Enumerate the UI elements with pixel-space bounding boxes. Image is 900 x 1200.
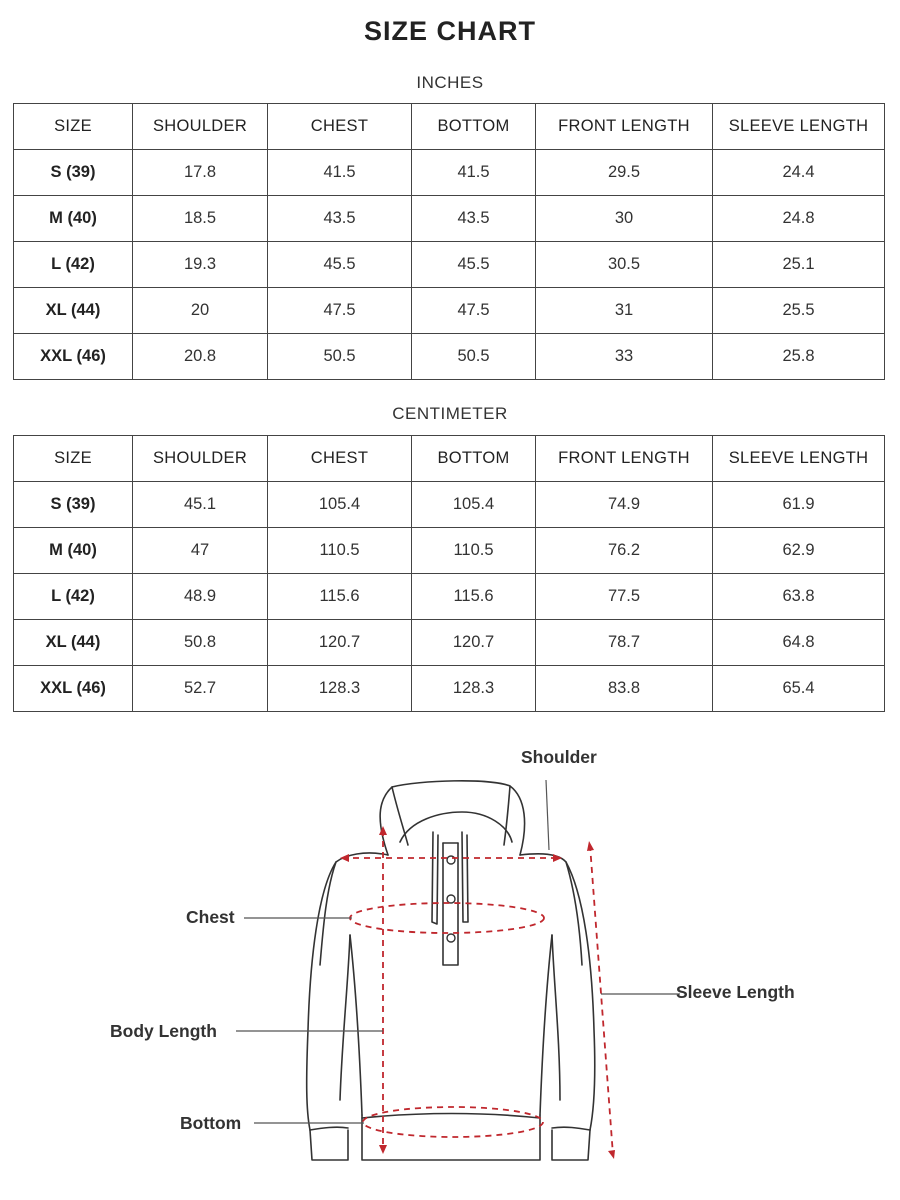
hoodie-measurement-diagram	[0, 740, 900, 1200]
table-cell: 45.5	[412, 242, 536, 288]
body-length-label: Body Length	[110, 1021, 217, 1041]
table-cell: 41.5	[412, 150, 536, 196]
size-cell: M (40)	[14, 196, 133, 242]
table-row	[14, 196, 885, 242]
measurement-lines	[342, 830, 613, 1155]
size-cell: XL (44)	[14, 288, 133, 334]
table-cell: 30	[536, 196, 713, 242]
table-cell: 120.7	[268, 620, 412, 666]
table-row	[14, 666, 885, 712]
table-row	[14, 334, 885, 380]
centimeter-table	[13, 435, 885, 712]
table-row	[14, 482, 885, 528]
column-header: FRONT LENGTH	[536, 436, 713, 482]
table-cell: 61.9	[713, 482, 885, 528]
bottom-label: Bottom	[180, 1113, 242, 1133]
size-cell: XXL (46)	[14, 666, 133, 712]
table-cell: 105.4	[268, 482, 412, 528]
column-header: SLEEVE LENGTH	[713, 104, 885, 150]
chest-label: Chest	[186, 907, 235, 927]
table-row	[14, 288, 885, 334]
column-header: SHOULDER	[133, 436, 268, 482]
inches-label: INCHES	[416, 73, 484, 92]
column-header: SIZE	[14, 104, 133, 150]
column-header: CHEST	[268, 436, 412, 482]
column-header: BOTTOM	[412, 104, 536, 150]
column-header: CHEST	[268, 104, 412, 150]
table-cell: 31	[536, 288, 713, 334]
table-cell: 78.7	[536, 620, 713, 666]
table-cell: 128.3	[268, 666, 412, 712]
table-cell: 33	[536, 334, 713, 380]
table-cell: 43.5	[268, 196, 412, 242]
table-cell: 30.5	[536, 242, 713, 288]
table-row	[14, 528, 885, 574]
table-cell: 29.5	[536, 150, 713, 196]
size-cell: S (39)	[14, 150, 133, 196]
table-cell: 115.6	[412, 574, 536, 620]
table-cell: 64.8	[713, 620, 885, 666]
table-cell: 45.5	[268, 242, 412, 288]
table-cell: 76.2	[536, 528, 713, 574]
table-cell: 18.5	[133, 196, 268, 242]
column-header: SLEEVE LENGTH	[713, 436, 885, 482]
table-cell: 50.8	[133, 620, 268, 666]
inches-table	[13, 103, 885, 380]
measurement-arrowheads	[340, 826, 615, 1159]
chest-measure-ellipse	[350, 903, 544, 933]
shoulder-label: Shoulder	[521, 747, 597, 767]
table-cell: 43.5	[412, 196, 536, 242]
table-cell: 48.9	[133, 574, 268, 620]
column-header: SHOULDER	[133, 104, 268, 150]
table-cell: 25.1	[713, 242, 885, 288]
table-cell: 20	[133, 288, 268, 334]
table-cell: 24.4	[713, 150, 885, 196]
table-row	[14, 242, 885, 288]
table-cell: 25.5	[713, 288, 885, 334]
size-cell: XXL (46)	[14, 334, 133, 380]
table-cell: 25.8	[713, 334, 885, 380]
table-header-row	[14, 436, 885, 482]
table-cell: 77.5	[536, 574, 713, 620]
button-icon	[447, 856, 455, 942]
column-header: BOTTOM	[412, 436, 536, 482]
table-cell: 47	[133, 528, 268, 574]
table-row	[14, 620, 885, 666]
table-cell: 45.1	[133, 482, 268, 528]
table-cell: 65.4	[713, 666, 885, 712]
page-title: SIZE CHART	[364, 16, 536, 46]
size-cell: L (42)	[14, 242, 133, 288]
table-cell: 128.3	[412, 666, 536, 712]
table-cell: 110.5	[412, 528, 536, 574]
table-cell: 115.6	[268, 574, 412, 620]
table-cell: 52.7	[133, 666, 268, 712]
table-row	[14, 574, 885, 620]
table-header-row	[14, 104, 885, 150]
sleeve-length-label: Sleeve Length	[676, 982, 795, 1002]
table-cell: 24.8	[713, 196, 885, 242]
table-cell: 62.9	[713, 528, 885, 574]
size-cell: L (42)	[14, 574, 133, 620]
table-row	[14, 150, 885, 196]
table-cell: 50.5	[268, 334, 412, 380]
table-cell: 105.4	[412, 482, 536, 528]
table-cell: 41.5	[268, 150, 412, 196]
table-cell: 83.8	[536, 666, 713, 712]
table-cell: 17.8	[133, 150, 268, 196]
table-cell: 20.8	[133, 334, 268, 380]
column-header: SIZE	[14, 436, 133, 482]
size-cell: S (39)	[14, 482, 133, 528]
column-header: FRONT LENGTH	[536, 104, 713, 150]
centimeter-label: CENTIMETER	[392, 404, 508, 423]
table-cell: 120.7	[412, 620, 536, 666]
bottom-measure-ellipse	[363, 1107, 543, 1137]
table-cell: 110.5	[268, 528, 412, 574]
size-cell: XL (44)	[14, 620, 133, 666]
table-cell: 50.5	[412, 334, 536, 380]
table-cell: 63.8	[713, 574, 885, 620]
size-cell: M (40)	[14, 528, 133, 574]
table-cell: 47.5	[268, 288, 412, 334]
table-cell: 74.9	[536, 482, 713, 528]
table-cell: 47.5	[412, 288, 536, 334]
hoodie-outline-icon	[307, 781, 595, 1160]
table-cell: 19.3	[133, 242, 268, 288]
